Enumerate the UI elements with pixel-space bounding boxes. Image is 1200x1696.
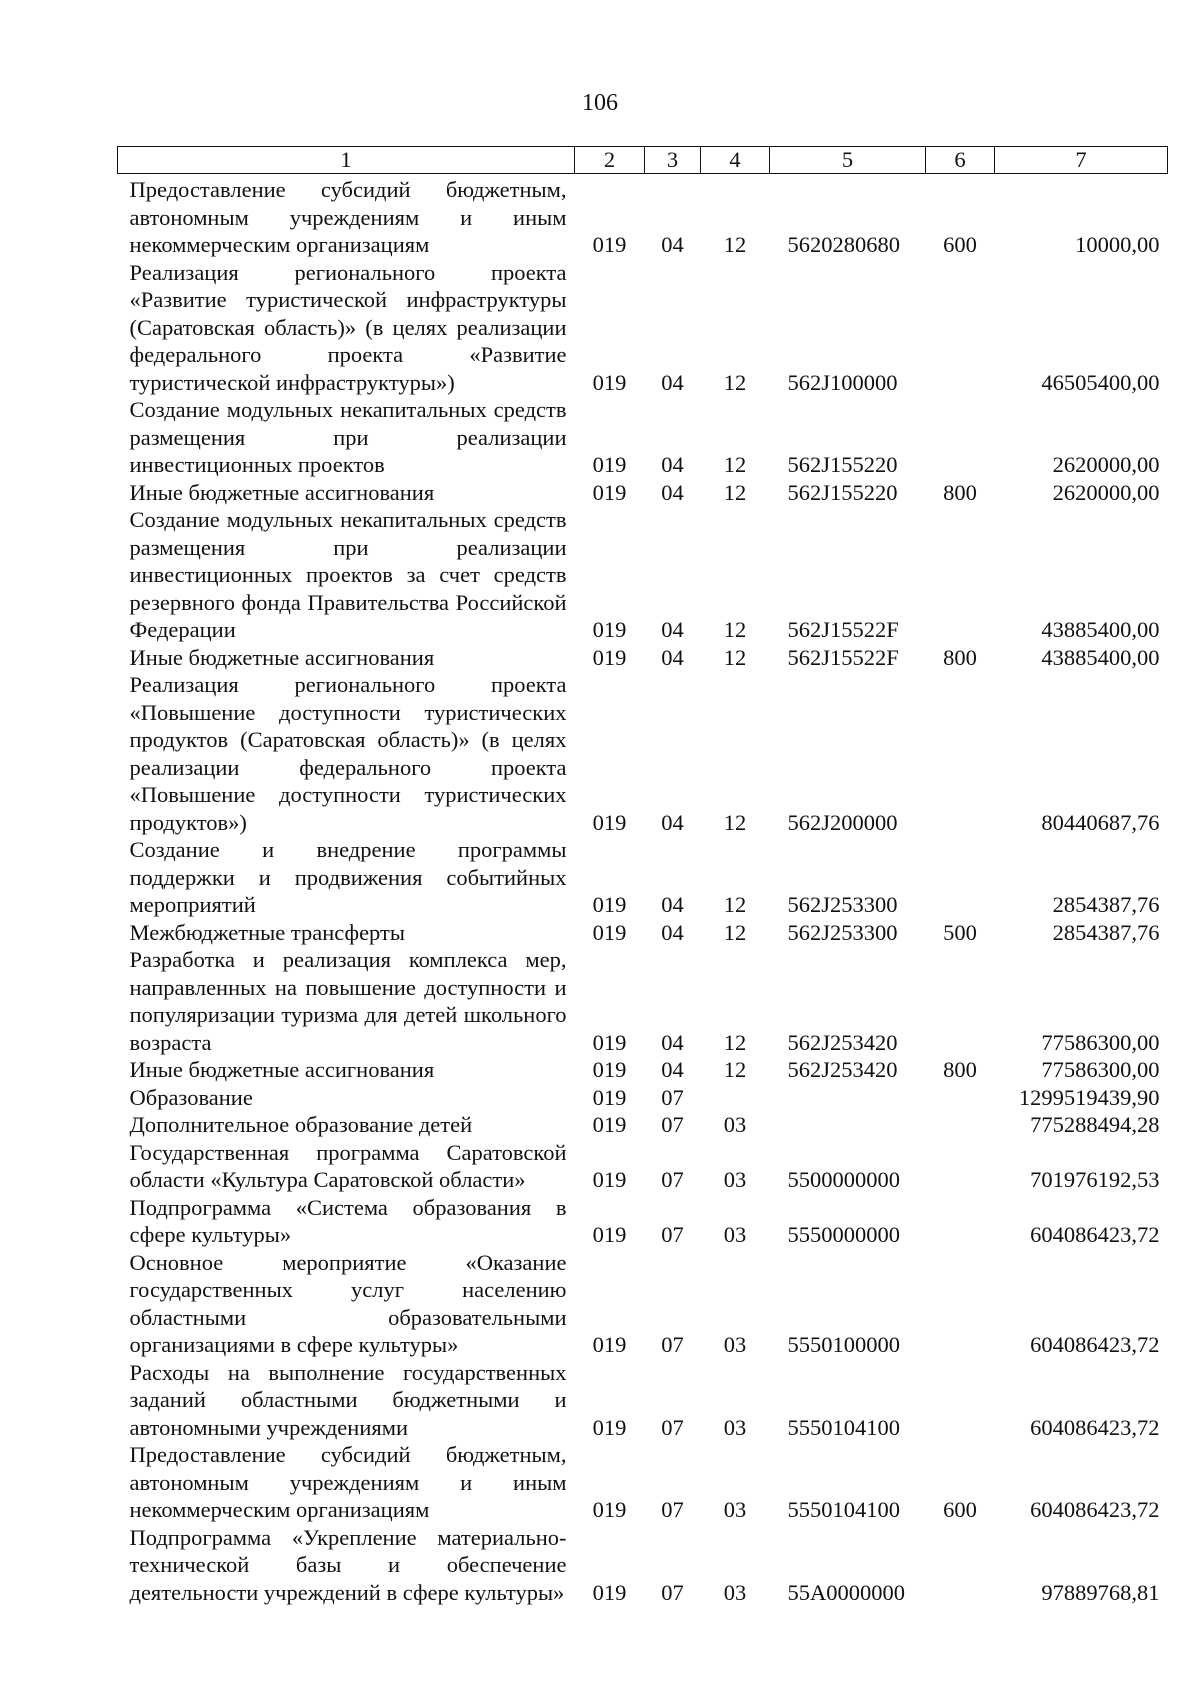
table-row [118,836,1168,919]
row-admin-code: 019 [592,1112,627,1137]
row-admin-code: 019 [592,1057,627,1082]
row-target-article: 5500000000 [787,1167,900,1192]
row-name: Государственная программа Саратовской области «Культура Саратовской области» [129,1139,567,1192]
table-row [118,174,1168,259]
table-row [118,506,1168,644]
row-admin-code: 019 [592,1332,627,1357]
row-target-article: 562J100000 [787,369,898,395]
row-target-article: 562J155220 [787,452,898,477]
row-name: Подпрограмма «Система образования в сфере культуры» [129,1194,567,1247]
row-admin-code: 019 [592,452,627,477]
row-amount: 775288494,28 [1030,1112,1160,1137]
row-admin-code: 019 [592,1497,627,1522]
table-body [118,174,1168,1607]
row-admin-code: 019 [592,617,627,642]
row-amount: 701976192,53 [1030,1167,1160,1192]
row-section: 07 [661,1497,684,1522]
row-expense-type [926,396,995,479]
row-name: Образование [129,1084,253,1110]
row-subsection: 03 [723,1112,747,1137]
row-admin-code: 019 [592,369,627,395]
row-name: Иные бюджетные ассигнования [129,479,435,505]
row-section: 04 [661,452,684,477]
header-col-7: 7 [995,147,1168,174]
table-row [118,1194,1168,1249]
row-subsection [701,1084,770,1112]
table-row [118,479,1168,507]
header-col-2: 2 [575,147,645,174]
row-expense-type [926,1194,995,1249]
row-section: 04 [661,369,684,395]
row-amount: 10000,00 [1075,232,1160,257]
row-section: 04 [661,1057,684,1082]
header-col-3: 3 [645,147,701,174]
row-amount: 43885400,00 [1041,644,1160,670]
row-section: 04 [661,644,684,670]
table-row [118,1524,1168,1607]
row-target-article: 562J253420 [787,1057,898,1082]
row-admin-code: 019 [592,1579,627,1605]
table-row [118,671,1168,836]
row-target-article: 55A0000000 [787,1579,905,1605]
row-amount: 97889768,81 [1041,1579,1160,1605]
row-amount: 2620000,00 [1052,452,1160,477]
row-amount: 604086423,72 [1030,1332,1160,1357]
row-expense-type [926,1359,995,1442]
row-admin-code: 019 [592,1029,627,1055]
row-expense-type [926,259,995,397]
row-amount: 604086423,72 [1030,1497,1160,1522]
row-subsection: 12 [723,479,747,505]
table-row [118,1111,1168,1139]
row-amount: 43885400,00 [1041,617,1160,642]
table-row [118,1441,1168,1524]
row-name: Подпрограмма «Укрепление материально-технической базы и обеспечение деятельности учреждений в сфере культуры» [129,1524,567,1605]
row-target-article: 562J15522F [787,617,899,642]
row-section: 04 [661,809,684,835]
row-target-article: 5550000000 [787,1222,900,1247]
row-target-article: 562J155220 [787,479,898,505]
row-amount: 1299519439,90 [1018,1084,1160,1110]
row-name: Создание модульных некапитальных средств размещения при реализации инвестиционных проектов [129,397,567,477]
row-amount: 2620000,00 [1052,479,1160,505]
row-subsection: 12 [723,809,747,835]
table-row [118,259,1168,397]
table-row [118,1056,1168,1084]
row-name: Дополнительное образование детей [129,1112,473,1137]
row-expense-type [926,506,995,644]
row-section: 07 [661,1167,684,1192]
row-expense-type: 800 [943,644,977,670]
row-expense-type [926,836,995,919]
row-admin-code: 019 [592,1084,627,1110]
row-amount: 604086423,72 [1030,1414,1160,1440]
row-subsection: 03 [723,1414,747,1440]
row-expense-type [926,671,995,836]
row-amount: 2854387,76 [1052,892,1160,917]
row-subsection: 12 [723,369,747,395]
row-target-article: 562J253300 [787,919,898,945]
row-subsection: 03 [723,1579,747,1605]
row-name: Расходы на выполнение государственных заданий областными бюджетными и автономными учреждениями [129,1359,567,1440]
row-section: 07 [661,1222,684,1247]
row-amount: 77586300,00 [1041,1057,1160,1082]
row-section: 04 [661,232,684,257]
row-subsection: 03 [723,1167,747,1192]
row-amount: 2854387,76 [1052,919,1160,945]
row-amount: 77586300,00 [1041,1029,1160,1055]
row-name: Создание и внедрение программы поддержки и продвижения событийных мероприятий [129,837,567,917]
row-admin-code: 019 [592,1167,627,1192]
row-subsection: 12 [723,644,747,670]
row-name: Разработка и реализация комплекса мер, направленных на повышение доступности и популяризации туризма для детей школьного возраста [129,947,567,1055]
table-row [118,1359,1168,1442]
row-target-article: 5620280680 [787,232,900,257]
row-subsection: 12 [723,1029,747,1055]
row-expense-type [926,1139,995,1194]
table-row [118,919,1168,947]
row-expense-type [926,1111,995,1139]
row-amount: 46505400,00 [1041,369,1160,395]
row-expense-type: 600 [943,1497,977,1522]
row-expense-type [926,946,995,1056]
row-admin-code: 019 [592,1222,627,1247]
row-admin-code: 019 [592,1414,627,1440]
header-col-6: 6 [926,147,995,174]
row-subsection: 12 [723,617,747,642]
row-admin-code: 019 [592,479,627,505]
row-name: Межбюджетные трансферты [129,919,405,945]
row-subsection: 03 [723,1332,747,1357]
row-expense-type: 800 [943,479,977,505]
row-subsection: 12 [723,1057,747,1082]
row-target-article: 562J15522F [787,644,899,670]
row-subsection: 12 [723,232,747,257]
row-section: 04 [661,892,684,917]
table-row [118,644,1168,672]
row-expense-type [926,1084,995,1112]
table-row [118,1139,1168,1194]
row-subsection: 03 [723,1222,747,1247]
row-name: Предоставление субсидий бюджетным, автономным учреждениям и иным некоммерческим организациям [129,1442,567,1522]
header-col-5: 5 [770,147,926,174]
row-section: 07 [661,1579,684,1605]
row-target-article: 5550104100 [787,1414,900,1440]
row-section: 04 [661,617,684,642]
row-admin-code: 019 [592,919,627,945]
table-header [118,147,1168,174]
table-row [118,1249,1168,1359]
row-section: 07 [661,1332,684,1357]
row-admin-code: 019 [592,232,627,257]
row-name: Иные бюджетные ассигнования [129,644,435,670]
row-subsection: 12 [723,452,747,477]
row-expense-type: 600 [943,232,977,257]
row-admin-code: 019 [592,892,627,917]
row-admin-code: 019 [592,644,627,670]
header-col-4: 4 [701,147,770,174]
row-target-article: 5550100000 [787,1332,900,1357]
table-row [118,1084,1168,1112]
row-section: 04 [661,479,684,505]
row-target-article: 562J253420 [787,1029,898,1055]
table-row [118,946,1168,1056]
header-row [118,147,1168,174]
row-section: 07 [661,1084,684,1110]
row-name: Реализация регионального проекта «Развитие туристической инфраструктуры (Саратовская область)» (в целях реализации федерального проекта «Развитие туристической инфраструктуры») [129,259,567,395]
row-expense-type: 500 [943,919,977,945]
row-target-article: 562J200000 [787,809,898,835]
row-subsection: 03 [723,1497,747,1522]
row-expense-type [926,1249,995,1359]
row-subsection: 12 [723,919,747,945]
row-section: 07 [661,1112,684,1137]
table-row [118,396,1168,479]
row-section: 04 [661,1029,684,1055]
row-expense-type: 800 [943,1057,977,1082]
row-expense-type [926,1524,995,1607]
row-name: Предоставление субсидий бюджетным, автономным учреждениям и иным некоммерческим организациям [129,177,567,257]
row-amount: 604086423,72 [1030,1222,1160,1247]
row-target-article: 562J253300 [787,892,898,917]
row-section: 04 [661,919,684,945]
row-name: Иные бюджетные ассигнования [129,1057,435,1082]
budget-table [117,146,1168,1606]
row-name: Реализация регионального проекта «Повышение доступности туристических продуктов (Саратовская область)» (в целях реализации федерального проекта «Повышение доступности туристических продуктов») [129,672,567,835]
row-name: Основное мероприятие «Оказание государственных услуг населению областными образовательными организациями в сфере культуры» [129,1249,567,1357]
row-target-article [770,1084,926,1112]
row-subsection: 12 [723,892,747,917]
row-amount: 80440687,76 [1041,809,1160,835]
header-col-1: 1 [118,147,575,174]
row-admin-code: 019 [592,809,627,835]
row-section: 07 [661,1414,684,1440]
row-target-article: 5550104100 [787,1497,900,1522]
page-number: 106 [582,90,618,116]
row-name: Создание модульных некапитальных средств размещения при реализации инвестиционных проектов за счет средств резервного фонда Правительства Российской Федерации [129,507,567,642]
row-target-article [770,1111,926,1139]
